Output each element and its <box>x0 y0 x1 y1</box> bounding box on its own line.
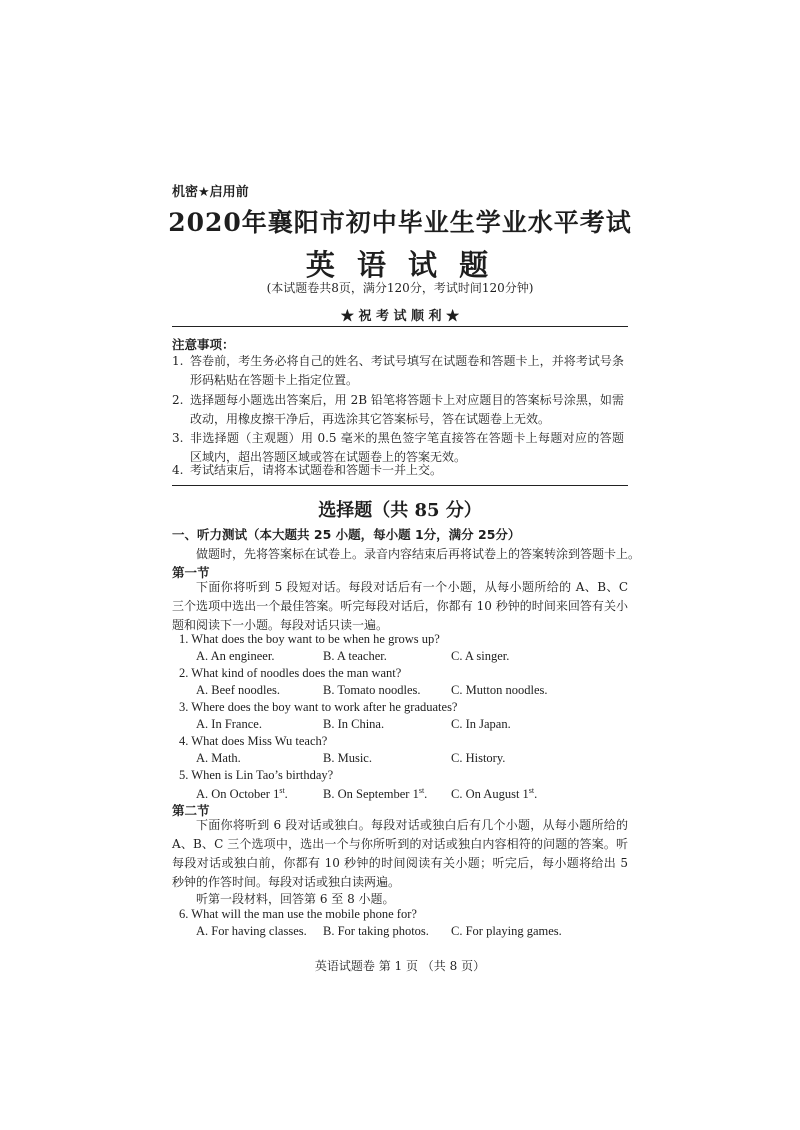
option-b: B. Tomato noodles. <box>323 683 421 697</box>
note-item <box>172 391 624 429</box>
option-b: B. A teacher. <box>323 649 387 663</box>
note-number: 1. <box>172 354 184 368</box>
section-1-label: 第一节 <box>172 565 210 580</box>
section-title: 选择题（共 85 分） <box>318 500 482 521</box>
note-number: 2. <box>172 393 184 407</box>
option-a: A. An engineer. <box>196 649 275 663</box>
divider-top <box>172 326 628 327</box>
part-detail: （本大题共 25 小题，每小题 1分，满分 25分） <box>247 527 521 542</box>
option-a: A. Beef noodles. <box>196 683 281 697</box>
note-item <box>172 352 624 390</box>
option-c: C. History. <box>451 751 506 765</box>
option-b: B. In China. <box>323 717 385 731</box>
note-text: 非选择题（主观题）用 0.5 毫米的黑色签字笔直接答在答题卡上每题对应的答题区域内，超出答题区域或答在试题卷上的答案无效。 <box>190 431 624 464</box>
option-c <box>451 786 537 802</box>
section-2-label: 第二节 <box>172 803 210 818</box>
note-text: 答卷前，考生务必将自己的姓名、考试号填写在试题卷和答题卡上，并将考试号条形码粘贴在答题卡上指定位置。 <box>190 354 624 387</box>
good-luck-banner: ★ 祝 考 试 顺 利 ★ <box>340 309 460 324</box>
sub-instruction: 听第一段材料，回答第 6 至 8 小题。 <box>196 892 395 906</box>
option-c: C. In Japan. <box>451 717 511 731</box>
divider-bottom <box>172 485 628 486</box>
question: 3. Where does the boy want to work after he graduates? <box>179 700 458 714</box>
part-heading <box>172 525 520 543</box>
ordinal-suffix: st <box>279 786 285 795</box>
note-text: 考试结束后，请将本试题卷和答题卡一并上交。 <box>190 463 443 477</box>
option-text: C. On August 1 <box>451 787 529 802</box>
option-c: C. For playing games. <box>451 924 562 938</box>
option-period: . <box>424 787 428 802</box>
question: 1. What does the boy want to be when he grows up? <box>179 632 440 646</box>
option-text: B. On September 1 <box>323 787 419 802</box>
notes-heading: 注意事项： <box>172 337 235 352</box>
note-text: 选择题每小题选出答案后，用 2B 铅笔将答题卡上对应题目的答案标号涂黑，如需改动，用橡皮擦干净后，再选涂其它答案标号，答在试题卷上无效。 <box>190 393 624 426</box>
section-1-instruction: 下面你将听到 5 段短对话。每段对话后有一个小题，从每小题所给的 A、B、C 三个选项中选出一个最佳答案。听完每段对话后，你都有 10 秒钟的时间来回答有关小题和阅读下一小题。每段对话只读一遍。 <box>172 580 628 632</box>
ordinal-suffix: st <box>528 786 535 795</box>
question: 5. When is Lin Tao’s birthday? <box>179 768 334 782</box>
subject-title: 英 语 试 题 <box>305 248 495 282</box>
page-footer: 英语试题卷 第 1 页 （共 8 页） <box>314 959 486 973</box>
option-b: B. For taking photos. <box>323 924 429 938</box>
note-number: 4. <box>172 463 184 477</box>
question: 2. What kind of noodles does the man want? <box>179 666 402 680</box>
question: 4. What does Miss Wu teach? <box>179 734 328 748</box>
option-b <box>323 786 427 802</box>
option-period: . <box>284 787 288 802</box>
secret-label: 机密★启用前 <box>172 185 249 200</box>
note-item <box>172 461 624 480</box>
note-number: 3. <box>172 431 184 445</box>
option-a <box>196 786 288 802</box>
part-label: 一、听力测试 <box>172 527 248 542</box>
section-2-instruction: 下面你将听到 6 段对话或独白。每段对话或独白后有几个小题，从每小题所给的 A、B、C 三个选项中，选出一个与你所听到的对话或独白内容相符的问题的答案。听每段对话或独白前，你都有 10 秒钟的时间阅读有关小题；听完后，每小题将给出 5 秒钟的作答时间。每段对话或独白读两遍。 <box>172 818 628 889</box>
option-c: C. A singer. <box>451 649 510 663</box>
option-c: C. Mutton noodles. <box>451 683 548 697</box>
exam-title: 2020年襄阳市初中毕业生学业水平考试 <box>168 208 632 237</box>
option-a: A. In France. <box>196 717 262 731</box>
exam-info: (本试题卷共8页，满分120分，考试时间120分钟) <box>266 281 534 295</box>
option-text: A. On October 1 <box>196 787 280 802</box>
option-b: B. Music. <box>323 751 372 765</box>
option-a: A. Math. <box>196 751 241 765</box>
part-instruction: 做题时，先将答案标在试卷上。录音内容结束后再将试卷上的答案转涂到答题卡上。 <box>196 547 641 561</box>
question: 6. What will the man use the mobile phone for? <box>179 907 417 921</box>
option-a: A. For having classes. <box>196 924 307 938</box>
ordinal-suffix: st <box>418 786 425 795</box>
option-period: . <box>534 787 538 802</box>
